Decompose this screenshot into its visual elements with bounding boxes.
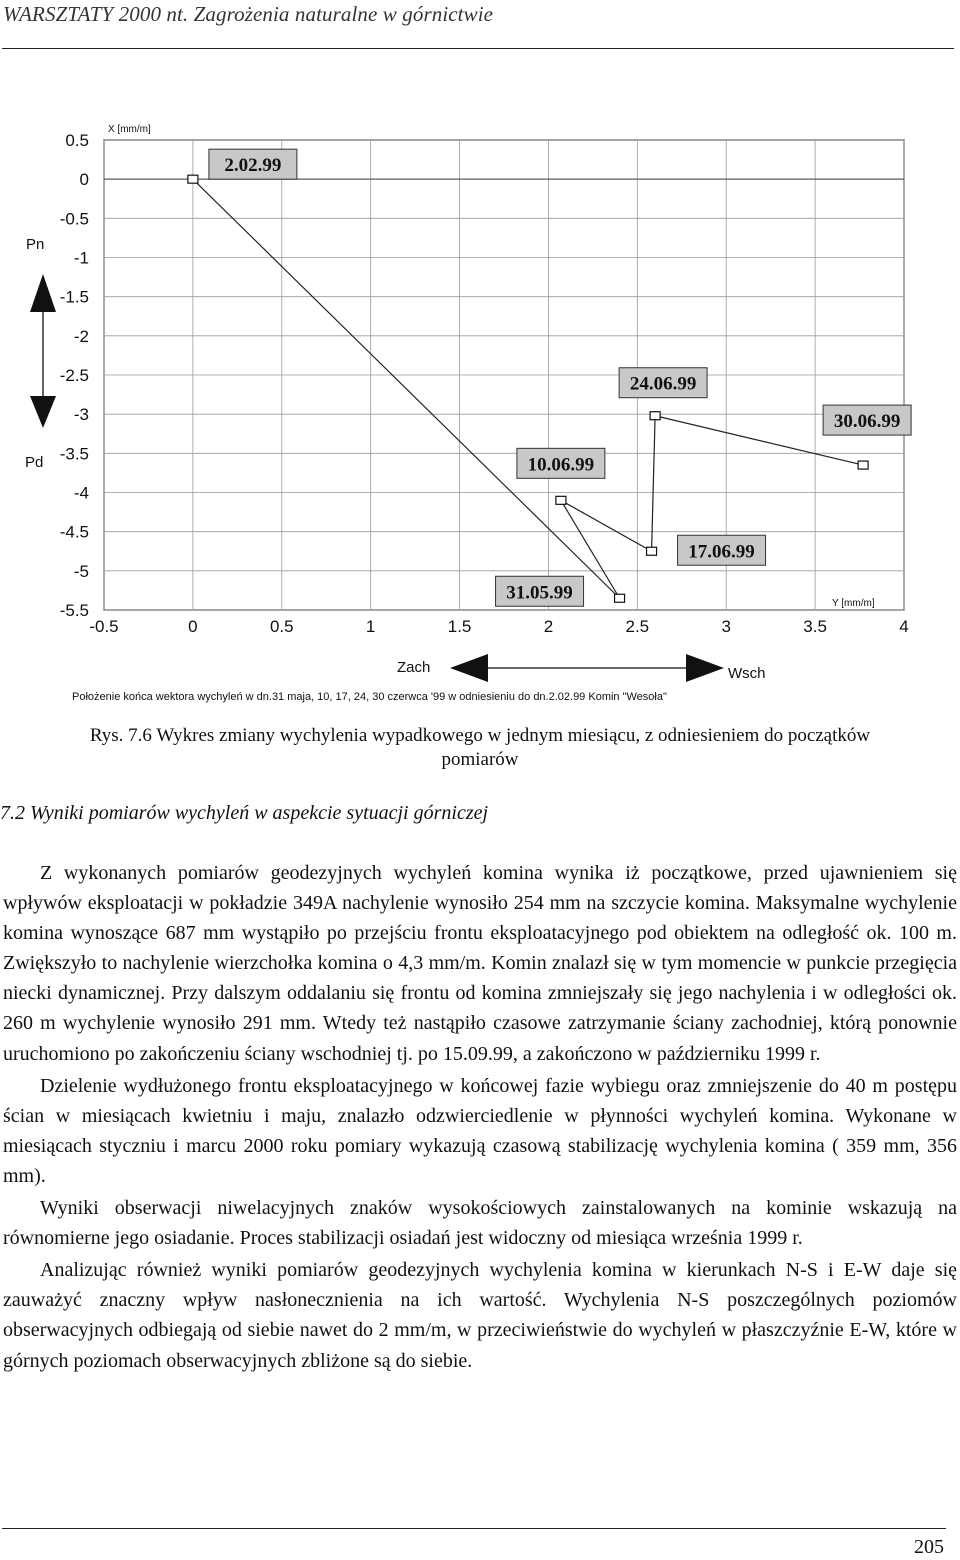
y-tick-label: -4	[73, 483, 89, 503]
x-axis-label: Y [mm/m]	[832, 598, 875, 609]
paragraph: Z wykonanych pomiarów geodezyjnych wychyleń komina wynika iż początkowe, przed ujawnieniem się wpływów eksploatacji w pokładzie 349A nachylenie wynosiło 254 mm na szczycie komina. Maksymalne wychylenie komina wynoszące 687 mm wystąpiło po przejściu frontu eksploatacyjnego pod obiektem na odległość ok. 100 m. Zwiększyło to nachylenie wierzchołka komina o 4,3 mm/m. Komin znalazł się w tym momencie w punkcie przegięcia niecki dynamicznej. Przy dalszym oddalaniu się frontu od komina zmniejszały się jego nachylenia i w odległości ok. 260 m wychylenie wynosiło 291 mm. Wtedy też nastąpiło czasowe zatrzymanie ściany zachodniej, którą ponownie uruchomiono po zakończeniu ściany wschodniej tj. po 15.09.99, a zakończono w październiku 1999 r.	[3, 862, 957, 1065]
y-tick-label: 0	[79, 170, 89, 190]
data-point-marker	[556, 496, 566, 504]
date-label: 10.06.99	[527, 454, 595, 476]
y-tick-label: -4.5	[59, 522, 89, 542]
data-point-marker	[647, 547, 657, 555]
y-tick-label: -5.5	[59, 601, 89, 620]
x-tick-label: 3	[721, 617, 731, 636]
data-point-marker	[650, 412, 660, 420]
footer-rule	[2, 1528, 946, 1529]
x-tick-label: 1	[365, 617, 376, 636]
date-label: 24.06.99	[629, 373, 697, 395]
deflection-chart	[0, 110, 960, 710]
y-tick-label: -2	[73, 326, 89, 346]
data-point-marker	[615, 594, 625, 602]
y-tick-label: -5	[73, 561, 89, 581]
paragraph: Analizując również wyniki pomiarów geodezyjnych wychylenia komina w kierunkach N-S i E-W daje się zauważyć znaczny wpływ nasłonecznienia na ich wartość. Wychylenia N-S poszczególnych poziomów obserwacyjnych odbiegają od siebie nawet do 2 mm/m, w przeciwieństwie do wychyleń w płaszczyźnie E-W, które w górnych poziomach obserwacyjnych zbliżone są do siebie.	[3, 1259, 957, 1372]
date-label: 2.02.99	[224, 155, 282, 177]
header-rule	[2, 48, 954, 49]
date-label: 17.06.99	[688, 541, 755, 563]
caption-line-1: Rys. 7.6 Wykres zmiany wychylenia wypadkowego w jednym miesiącu, z odniesieniem do początków	[89, 725, 871, 746]
y-tick-label: -3	[73, 405, 89, 425]
y-tick-label: -1	[73, 248, 89, 268]
x-tick-label: 2	[543, 617, 554, 636]
x-tick-label: 2.5	[625, 617, 650, 636]
south-arrow-icon	[30, 396, 56, 428]
x-tick-label: 3.5	[803, 617, 827, 636]
date-label: 31.05.99	[506, 582, 573, 604]
figure-caption	[0, 724, 960, 772]
y-tick-label: -1.5	[59, 287, 89, 307]
direction-label-north: Pn	[26, 236, 45, 253]
x-tick-label: 1.5	[447, 617, 472, 636]
east-arrow-icon	[686, 654, 724, 682]
data-point-marker	[858, 461, 868, 469]
data-point-marker	[188, 175, 198, 183]
chart-note: Położenie końca wektora wychyleń w dn.31 maja, 10, 17, 24, 30 czerwca '99 w odniesieniu do dn.2.02.99 Komin "Wesoła"	[72, 691, 667, 703]
running-header: WARSZTATY 2000 nt. Zagrożenia naturalne w górnictwie	[3, 2, 494, 26]
figure	[0, 110, 960, 710]
paragraph: Wyniki obserwacji niwelacyjnych znaków wysokościowych zainstalowanych na kominie wskazują na równomierne jego osiadanie. Proces stabilizacji osiadań jest widoczny od miesiąca września 1999 r.	[3, 1197, 957, 1250]
y-axis-label: X [mm/m]	[108, 124, 151, 135]
paragraph: Dzielenie wydłużonego frontu eksploatacyjnego w końcowej fazie wybiegu oraz zmniejszenie do 40 m postępu ścian w miesiącach kwietniu i maju, znalazło odzwierciedlenie w płynności wychyleń komina. Wykonane w miesiącach styczniu i marcu 2000 roku pomiary wykazują czasową stabilizację wychylenia komina ( 359 mm, 356 mm).	[3, 1074, 957, 1187]
x-tick-label: 0	[188, 617, 198, 636]
direction-label-east: Wsch	[728, 665, 766, 682]
y-tick-label: -0.5	[59, 209, 89, 229]
direction-label-south: Pd	[25, 454, 44, 471]
caption-line-2: pomiarów	[441, 749, 519, 770]
x-tick-label: 4	[899, 617, 909, 636]
body-text	[3, 858, 957, 1378]
west-arrow-icon	[450, 654, 488, 682]
direction-label-west: Zach	[397, 659, 431, 676]
x-tick-label: 0.5	[269, 617, 294, 636]
y-tick-label: -2.5	[59, 366, 89, 385]
page-number: 205	[914, 1536, 944, 1558]
y-tick-label: -3.5	[59, 444, 89, 464]
date-label: 30.06.99	[833, 411, 901, 433]
section-heading: 7.2 Wyniki pomiarów wychyleń w aspekcie sytuacji górniczej	[0, 802, 489, 824]
y-tick-label: 0.5	[65, 131, 89, 150]
x-tick-label: -0.5	[89, 617, 119, 636]
north-arrow-icon	[30, 274, 56, 312]
